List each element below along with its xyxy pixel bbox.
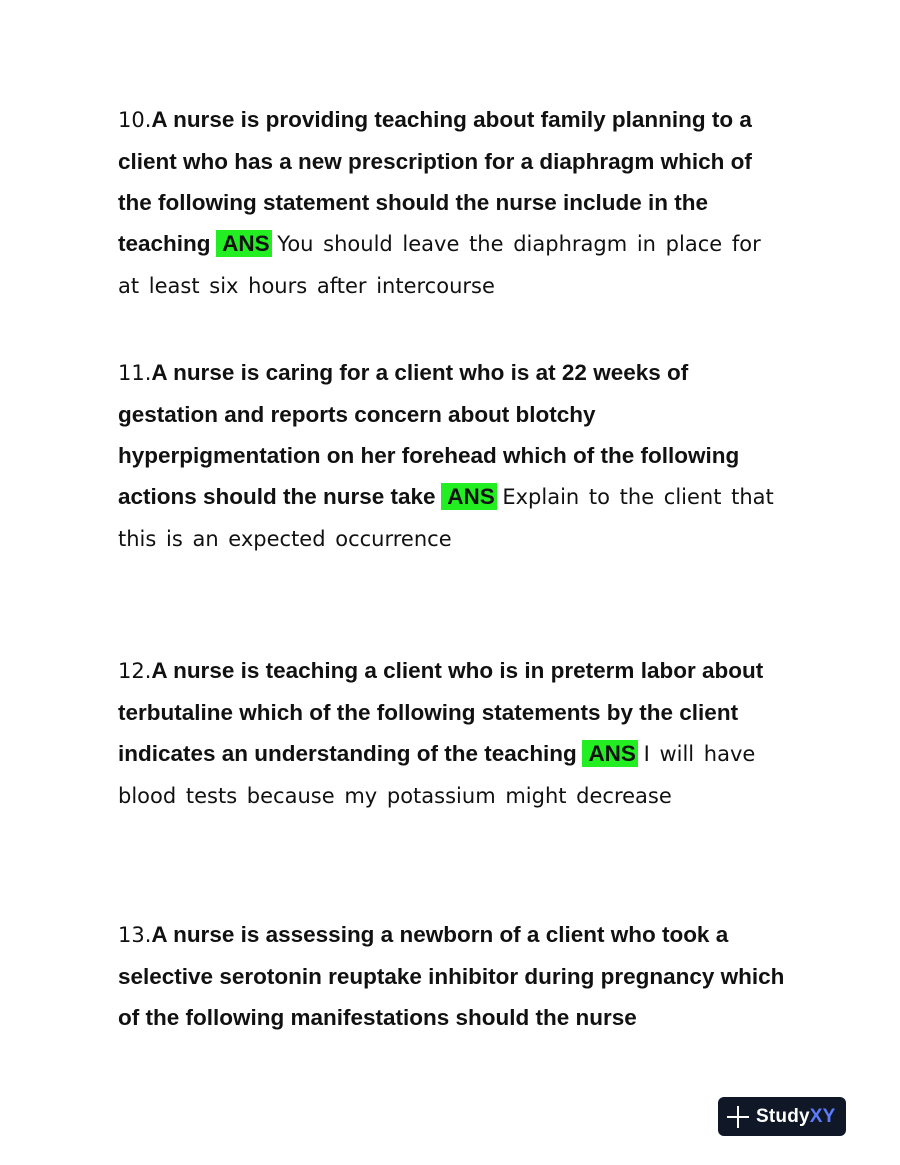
question-text: A nurse is assessing a newborn of a client who took a selective serotonin reuptake inhibitor during pregnancy which of the following manifestations should the nurse — [118, 922, 785, 1030]
plus-icon — [727, 1106, 749, 1128]
question-11 — [118, 352, 788, 560]
question-text: A nurse is providing teaching about family planning to a client who has a new prescription for a diaphragm which of the following statement should the nurse include in the teaching — [118, 107, 752, 256]
question-text: A nurse is caring for a client who is at 22 weeks of gestation and reports concern about blotchy hyperpigmentation on her forehead which of the following actions should the nurse take — [118, 360, 740, 509]
question-number: 12. — [118, 659, 152, 683]
question-number: 10. — [118, 108, 152, 132]
question-number: 11. — [118, 361, 152, 385]
ans-highlight: ANS — [582, 740, 638, 767]
answer-text: You should leave the diaphragm in place for at least six hours after intercourse — [118, 232, 761, 298]
question-12 — [118, 650, 788, 817]
question-number: 13. — [118, 923, 152, 947]
ans-highlight: ANS — [216, 230, 272, 257]
question-13 — [118, 914, 788, 1038]
question-10 — [118, 99, 788, 307]
question-text: A nurse is teaching a client who is in preterm labor about terbutaline which of the following statements by the client indicates an understanding of the teaching — [118, 658, 764, 766]
ans-highlight: ANS — [441, 483, 497, 510]
answer-text: Explain to the client that this is an expected occurrence — [118, 485, 774, 551]
brand-main: Study — [756, 1105, 810, 1127]
brand-accent: XY — [809, 1105, 836, 1127]
brand-logo-text — [756, 1106, 836, 1128]
answer-text: I will have blood tests because my potassium might decrease — [118, 742, 756, 808]
studyxy-badge[interactable] — [718, 1097, 846, 1136]
